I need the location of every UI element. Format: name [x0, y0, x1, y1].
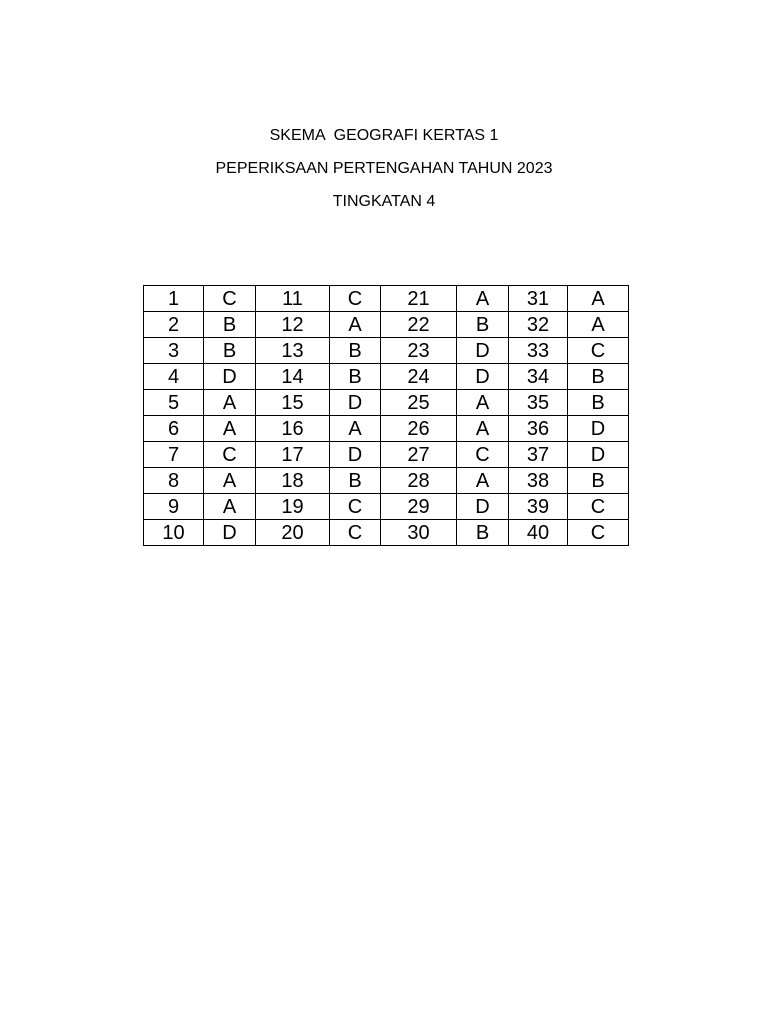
question-number: 38: [509, 468, 568, 494]
question-number: 28: [381, 468, 457, 494]
question-number: 11: [256, 286, 330, 312]
answer-letter: C: [457, 442, 509, 468]
answer-letter: D: [457, 494, 509, 520]
question-number: 26: [381, 416, 457, 442]
table-row: [144, 364, 629, 390]
answer-letter: B: [568, 468, 629, 494]
table-row: [144, 442, 629, 468]
answer-letter: B: [568, 390, 629, 416]
question-number: 9: [144, 494, 204, 520]
answer-letter: C: [204, 442, 256, 468]
question-number: 24: [381, 364, 457, 390]
question-number: 16: [256, 416, 330, 442]
scheme-title: SKEMA GEOGRAFI KERTAS 1: [269, 127, 499, 144]
question-number: 29: [381, 494, 457, 520]
question-number: 8: [144, 468, 204, 494]
question-number: 37: [509, 442, 568, 468]
question-number: 33: [509, 338, 568, 364]
answer-letter: B: [330, 468, 381, 494]
question-number: 21: [381, 286, 457, 312]
answer-letter: C: [568, 520, 629, 546]
answer-letter: A: [457, 416, 509, 442]
answer-scheme-table: [143, 285, 629, 546]
answer-letter: A: [568, 312, 629, 338]
answer-letter: A: [457, 468, 509, 494]
question-number: 31: [509, 286, 568, 312]
table-row: [144, 338, 629, 364]
question-number: 6: [144, 416, 204, 442]
answer-letter: B: [457, 520, 509, 546]
answer-letter: C: [330, 520, 381, 546]
question-number: 40: [509, 520, 568, 546]
question-number: 34: [509, 364, 568, 390]
answer-letter: A: [204, 416, 256, 442]
question-number: 4: [144, 364, 204, 390]
answer-letter: B: [457, 312, 509, 338]
question-number: 36: [509, 416, 568, 442]
answer-letter: A: [330, 416, 381, 442]
question-number: 14: [256, 364, 330, 390]
table-row: [144, 494, 629, 520]
question-number: 23: [381, 338, 457, 364]
question-number: 13: [256, 338, 330, 364]
answer-letter: D: [204, 364, 256, 390]
answer-letter: C: [204, 286, 256, 312]
answer-letter: B: [204, 312, 256, 338]
question-number: 27: [381, 442, 457, 468]
question-number: 30: [381, 520, 457, 546]
question-number: 39: [509, 494, 568, 520]
table-row: [144, 468, 629, 494]
answer-letter: D: [568, 442, 629, 468]
question-number: 5: [144, 390, 204, 416]
question-number: 17: [256, 442, 330, 468]
answer-letter: B: [330, 338, 381, 364]
exam-title: PEPERIKSAAN PERTENGAHAN TAHUN 2023: [215, 160, 553, 177]
question-number: 2: [144, 312, 204, 338]
answer-letter: C: [568, 338, 629, 364]
answer-letter: C: [568, 494, 629, 520]
answer-letter: A: [568, 286, 629, 312]
question-number: 22: [381, 312, 457, 338]
answer-letter: A: [204, 494, 256, 520]
table-row: [144, 312, 629, 338]
answer-letter: C: [330, 494, 381, 520]
question-number: 35: [509, 390, 568, 416]
table-row: [144, 286, 629, 312]
answer-letter: B: [204, 338, 256, 364]
answer-letter: C: [330, 286, 381, 312]
question-number: 7: [144, 442, 204, 468]
answer-letter: B: [330, 364, 381, 390]
answer-letter: A: [330, 312, 381, 338]
answer-letter: B: [568, 364, 629, 390]
question-number: 18: [256, 468, 330, 494]
question-number: 19: [256, 494, 330, 520]
answer-letter: A: [457, 390, 509, 416]
answer-letter: A: [204, 468, 256, 494]
answer-letter: A: [457, 286, 509, 312]
question-number: 25: [381, 390, 457, 416]
question-number: 15: [256, 390, 330, 416]
table-row: [144, 520, 629, 546]
question-number: 3: [144, 338, 204, 364]
form-level: TINGKATAN 4: [332, 193, 436, 210]
answer-letter: A: [204, 390, 256, 416]
question-number: 1: [144, 286, 204, 312]
answer-letter: D: [457, 338, 509, 364]
answer-letter: D: [330, 442, 381, 468]
table-row: [144, 416, 629, 442]
table-row: [144, 390, 629, 416]
answer-letter: D: [204, 520, 256, 546]
question-number: 32: [509, 312, 568, 338]
answer-letter: D: [568, 416, 629, 442]
answer-table-body: [144, 286, 629, 546]
question-number: 12: [256, 312, 330, 338]
question-number: 10: [144, 520, 204, 546]
answer-letter: D: [457, 364, 509, 390]
answer-letter: D: [330, 390, 381, 416]
question-number: 20: [256, 520, 330, 546]
